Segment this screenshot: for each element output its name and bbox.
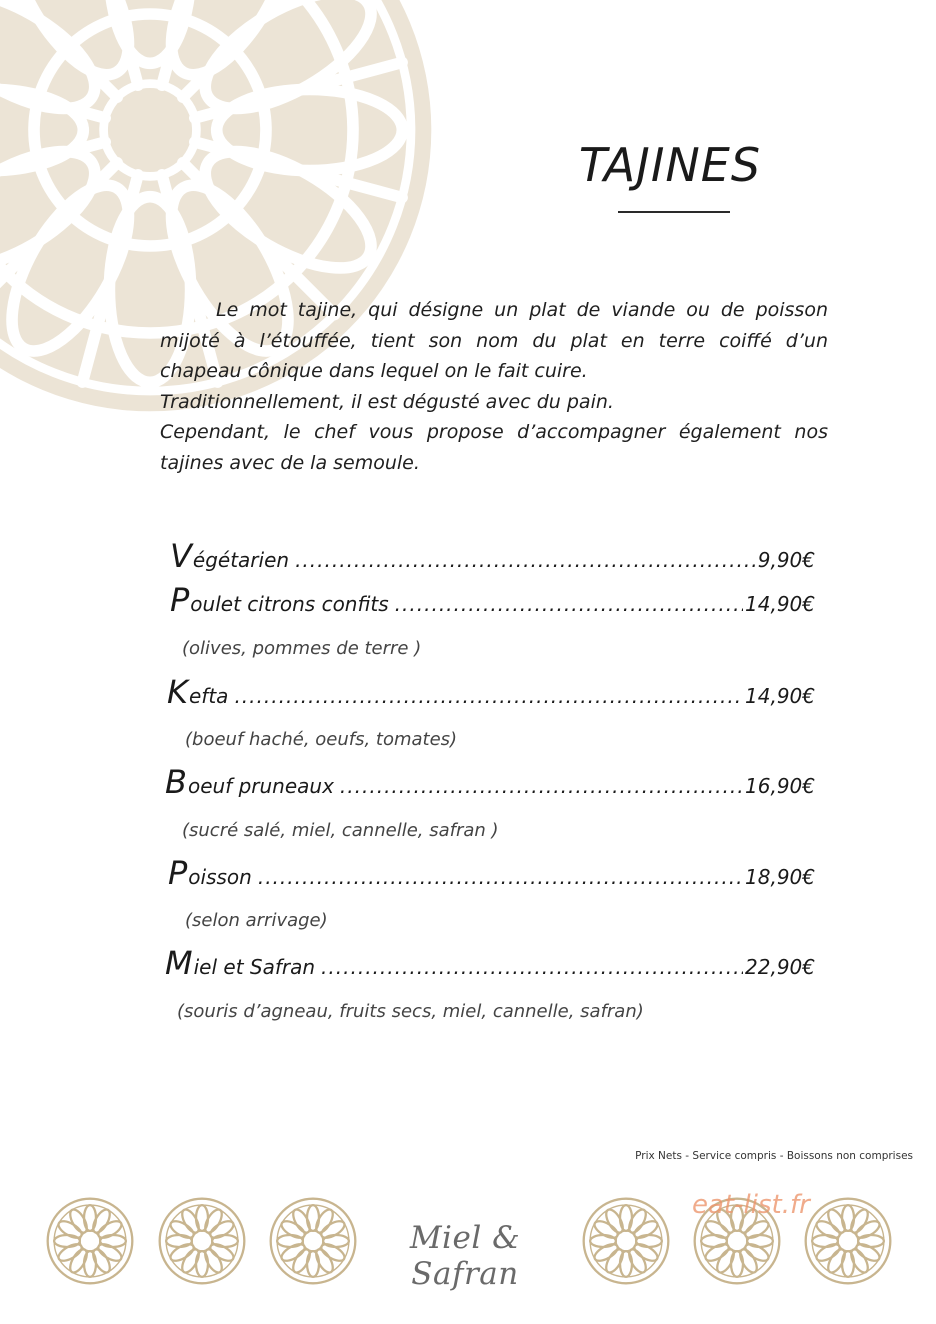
watermark: eat-list.fr [692, 1190, 810, 1220]
dot-leader [340, 774, 743, 798]
dot-leader [321, 955, 743, 979]
ornament-rosette-small [267, 1195, 359, 1287]
menu-item-description: (selon arrivage) [185, 910, 328, 931]
menu-item-description: (olives, pommes de terre ) [182, 638, 422, 659]
dot-leader [395, 592, 743, 616]
dot-leader [258, 865, 743, 889]
menu-item-price: 9,90€ [757, 548, 815, 572]
menu-item-name: oisson [188, 865, 252, 889]
menu-item-price: 14,90€ [745, 684, 815, 708]
menu-item-name: efta [188, 684, 229, 708]
menu-item-initial: V [170, 540, 192, 572]
menu-item-kefta [167, 676, 815, 708]
dot-leader [234, 684, 743, 708]
menu-item-initial: P [168, 857, 188, 889]
intro-paragraph: Traditionnellement, il est dégusté avec du pain. [160, 390, 614, 413]
ornament-rosette-small [44, 1195, 136, 1287]
menu-item-vegetarien [170, 540, 815, 572]
menu-item-initial: K [167, 676, 188, 708]
menu-item-description: (boeuf haché, oeufs, tomates) [185, 729, 458, 750]
menu-item-name: oeuf pruneaux [187, 774, 334, 798]
signature-logo: Miel & Safran [409, 1220, 521, 1292]
menu-item-boeuf-pruneaux [165, 766, 815, 798]
title-underline [618, 211, 730, 213]
menu-item-description: (sucré salé, miel, cannelle, safran ) [182, 820, 499, 841]
menu-item-initial: M [165, 947, 193, 979]
menu-item-price: 18,90€ [745, 865, 815, 889]
menu-item-price: 14,90€ [745, 592, 815, 616]
menu-item-poulet [170, 584, 815, 616]
menu-item-price: 16,90€ [745, 774, 815, 798]
ornament-rosette-small [802, 1195, 894, 1287]
menu-item-initial: B [165, 766, 187, 798]
menu-item-name: iel et Safran [193, 955, 316, 979]
dot-leader [295, 548, 756, 572]
menu-item-name: égétarien [192, 548, 290, 572]
intro-paragraph: Le mot tajine, qui désigne un plat de viande ou de poisson mijoté à l’étouffée, tient son nom du plat en terre coiffé d’un chapeau cônique dans lequel on le fait cuire. [160, 299, 828, 382]
menu-item-miel-safran [165, 947, 815, 979]
page-title: TAJINES [578, 138, 762, 192]
ornament-rosette-small [156, 1195, 248, 1287]
menu-item-description: (souris d’agneau, fruits secs, miel, cannelle, safran) [177, 1001, 644, 1022]
menu-item-initial: P [170, 584, 190, 616]
intro-text [160, 295, 828, 478]
menu-item-name: oulet citrons confits [190, 592, 389, 616]
ornament-rosette-small [580, 1195, 672, 1287]
footer-note: Prix Nets - Service compris - Boissons non comprises [635, 1150, 913, 1162]
intro-paragraph: Cependant, le chef vous propose d’accompagner également nos tajines avec de la semoule. [160, 421, 828, 474]
menu-item-price: 22,90€ [745, 955, 815, 979]
menu-item-poisson [168, 857, 815, 889]
